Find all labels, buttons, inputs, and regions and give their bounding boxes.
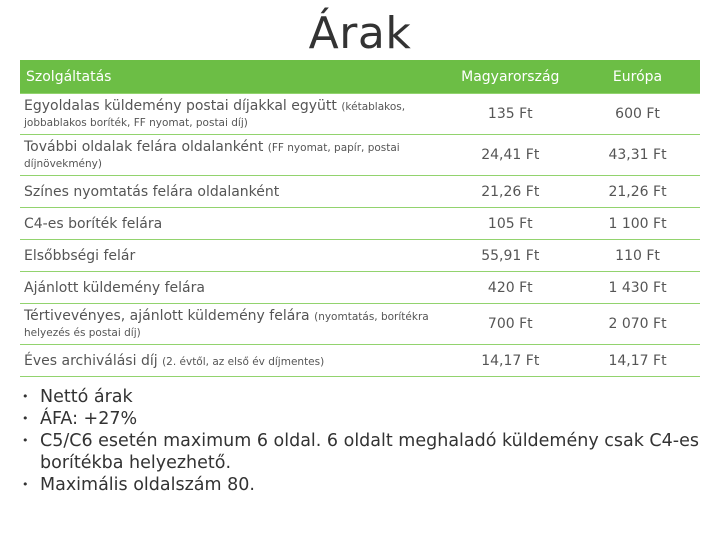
bullet-icon: • (22, 390, 29, 403)
table-row (20, 272, 700, 304)
service-name: Elsőbbségi felár (24, 247, 136, 264)
table-row (20, 94, 700, 135)
table-row (20, 208, 700, 240)
service-name: További oldalak felára oldalanként (24, 139, 264, 155)
service-cell (20, 176, 446, 208)
bullet-icon: • (22, 478, 29, 491)
table-row (20, 304, 700, 345)
list-item (22, 386, 702, 408)
note-text: ÁFA: +27% (40, 409, 138, 429)
price-europe: 2 070 Ft (575, 304, 700, 345)
service-name: Egyoldalas küldemény postai díjakkal együtt (24, 98, 337, 114)
service-name: Éves archiválási díj (24, 352, 158, 369)
service-cell (20, 345, 446, 377)
price-hungary: 700 Ft (446, 304, 576, 345)
price-europe: 14,17 Ft (575, 345, 700, 377)
service-note: (FF nyomat, papír, postai díjnövekmény) (24, 142, 400, 170)
service-note: (2. évtől, az első év díjmentes) (162, 355, 325, 368)
table-header-row (20, 60, 700, 94)
list-item (22, 408, 702, 430)
service-cell (20, 208, 446, 240)
header-hungary: Magyarország (446, 60, 576, 94)
table-row (20, 240, 700, 272)
service-cell (20, 135, 446, 176)
price-hungary: 420 Ft (446, 272, 576, 304)
table-row (20, 176, 700, 208)
service-name: Színes nyomtatás felára oldalanként (24, 183, 280, 200)
note-text: C5/C6 esetén maximum 6 oldal. 6 oldalt meghaladó küldemény csak C4-es borítékba helyezhető. (40, 431, 699, 473)
price-hungary: 135 Ft (446, 94, 576, 135)
page-title: Árak (308, 8, 412, 59)
price-europe: 21,26 Ft (575, 176, 700, 208)
price-europe: 110 Ft (575, 240, 700, 272)
price-europe: 1 430 Ft (575, 272, 700, 304)
bullet-icon: • (22, 412, 29, 425)
note-text: Nettó árak (40, 387, 133, 407)
price-europe: 1 100 Ft (575, 208, 700, 240)
price-hungary: 21,26 Ft (446, 176, 576, 208)
table-row (20, 135, 700, 176)
service-name: C4-es boríték felára (24, 215, 163, 232)
service-cell (20, 304, 446, 345)
service-note: (nyomtatás, borítékra helyezés és postai díj) (24, 311, 429, 339)
service-name: Ajánlott küldemény felára (24, 279, 205, 296)
price-europe: 600 Ft (575, 94, 700, 135)
price-table (20, 60, 700, 377)
price-hungary: 14,17 Ft (446, 345, 576, 377)
header-service: Szolgáltatás (20, 60, 446, 94)
price-hungary: 105 Ft (446, 208, 576, 240)
list-item (22, 474, 702, 496)
service-cell (20, 240, 446, 272)
service-cell (20, 272, 446, 304)
service-name: Tértivevényes, ajánlott küldemény felára (24, 308, 310, 324)
price-hungary: 24,41 Ft (446, 135, 576, 176)
note-text: Maximális oldalszám 80. (40, 475, 255, 495)
list-item (22, 430, 702, 474)
table-row (20, 345, 700, 377)
bullet-icon: • (22, 434, 29, 447)
header-europe: Európa (575, 60, 700, 94)
service-cell (20, 94, 446, 135)
price-europe: 43,31 Ft (575, 135, 700, 176)
service-note: (kétablakos, jobbablakos boríték, FF nyomat, postai díj) (24, 101, 406, 129)
price-hungary: 55,91 Ft (446, 240, 576, 272)
notes-list (22, 386, 702, 496)
